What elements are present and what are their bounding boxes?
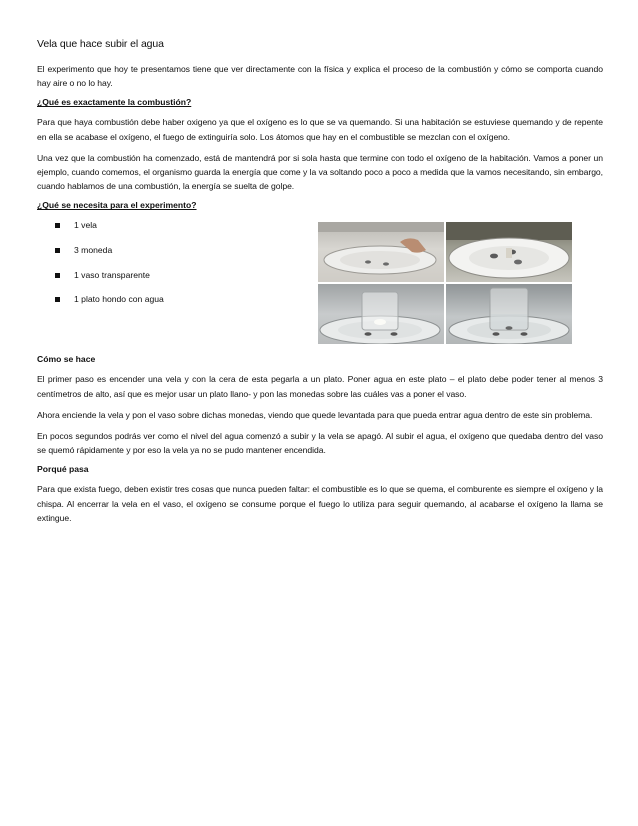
combustion-heading: ¿Qué es exactamente la combustión? — [37, 97, 192, 108]
photo-plate-coins — [446, 222, 572, 282]
photo-glass-candle — [318, 284, 444, 344]
photo-glass-water — [446, 284, 572, 344]
photo-plate-candle — [318, 222, 444, 282]
bullet-icon — [55, 248, 60, 253]
why-paragraph: Para que exista fuego, deben existir tres cosas que nunca pueden faltar: el combustible es lo que se quema, el comburente es siempre el oxígeno y la chispa. Al encerrar la vela en el vaso, el oxígeno se consume porque el fuego lo utiliza para seguir quemando, al acabarse el oxígeno la llama se extingue. — [37, 484, 603, 523]
why-heading: Porqué pasa — [37, 464, 89, 475]
bullet-icon — [55, 297, 60, 302]
how-to-heading: Cómo se hace — [37, 354, 96, 365]
combustion-paragraph-2: Una vez que la combustión ha comenzado, está de mantendrá por si sola hasta que termine con todo el oxígeno de la habitación. Vamos a poner un ejemplo, cuando comemos, el organismo guarda la energía que come y la va soltando poco a poco a medida que la vamos necesitando, sin embargo, cuando hablamos de una combustión, la energía se suelta de golpe. — [37, 152, 603, 192]
list-item: 3 moneda — [55, 245, 164, 270]
bullet-icon — [55, 273, 60, 278]
document-title: Vela que hace subir el agua — [37, 38, 164, 50]
list-item: 1 plato hondo con agua — [55, 294, 164, 319]
how-to-paragraph-3: En pocos segundos podrás ver como el nivel del agua comenzó a subir y la vela se apagó. Al subir el agua, el oxígeno que quedaba dentro del vaso se quemó rápidamente y por eso la vela ya no se pudo mantener encendida. — [37, 431, 603, 456]
materials-heading: ¿Qué se necesita para el experimento? — [37, 200, 197, 211]
experiment-photos — [318, 222, 572, 344]
materials-list — [55, 220, 164, 318]
how-to-paragraph-1: El primer paso es encender una vela y con la cera de esta pegarla a un plato. Poner agua en este plato – el plato debe poder tener al menos 3 centímetros de alto, así que es mejor usar un plato llano- y pon las monedas sobre las cuáles vas a poner el vaso. — [37, 374, 603, 399]
bullet-icon — [55, 223, 60, 228]
list-item: 1 vaso transparente — [55, 270, 164, 295]
intro-paragraph: El experimento que hoy te presentamos tiene que ver directamente con la física y explica el proceso de la combustión y cómo se comporta cuando hay aire o no lo hay. — [37, 64, 603, 89]
list-item: 1 vela — [55, 220, 164, 245]
combustion-paragraph-1: Para que haya combustión debe haber oxigeno ya que el oxígeno es lo que se va quemando. Si una habitación se estuviese quemando y de repente en ella se acabase el oxígeno, el fuego de extinguiría solo. Los átomos que hay en el combustible se mezclan con el oxígeno. — [37, 117, 603, 142]
materials-section — [37, 218, 603, 344]
document-page — [37, 32, 603, 532]
how-to-paragraph-2: Ahora enciende la vela y pon el vaso sobre dichas monedas, viendo que quede levantada para que pueda entrar agua dentro de este sin problema. — [37, 409, 593, 420]
